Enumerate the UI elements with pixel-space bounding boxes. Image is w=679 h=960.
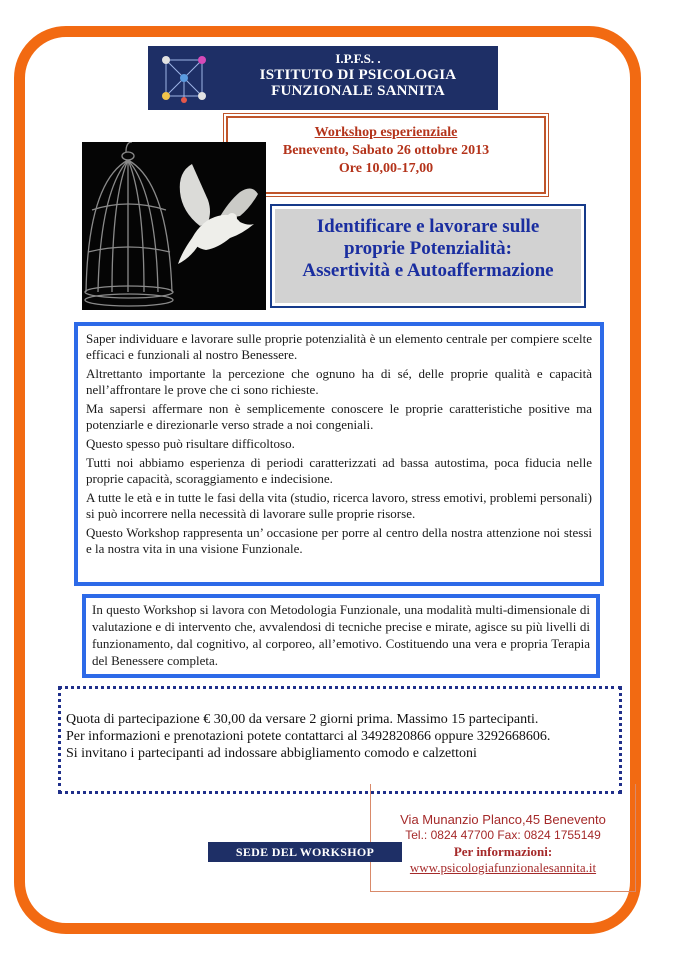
description-paragraph: A tutte le età e in tutte le fasi della vita (studio, ricerca lavoro, stress emotivi, problemi personali) si può incorrere nella necessità di lavorare sulle proprie risorse. (86, 490, 592, 521)
methodology-box (82, 594, 600, 678)
workshop-venue-label: SEDE DEL WORKSHOP (208, 842, 402, 862)
title-line3: Assertività e Autoaffermazione (302, 260, 554, 281)
address-street: Via Munanzio Planco,45 Benevento (400, 812, 606, 827)
birdcage-dove-icon (82, 142, 266, 310)
description-box (74, 322, 604, 586)
institute-name (222, 51, 494, 99)
description-paragraph: Ma sapersi affermare non è semplicemente conoscere le proprie caratteristiche positive ma potenziarle e direzionarle verso strade a noi congeniali. (86, 401, 592, 432)
website-link[interactable]: www.psicologiafunzionalesannita.it (409, 860, 597, 875)
institute-acronym: I.P.F.S. . (335, 51, 381, 66)
description-paragraph: Tutti noi abbiamo esperienza di periodi caratterizzati ad bassa autostima, poca fiducia nelle proprie capacità, scoraggiamento e indecisione. (86, 455, 592, 486)
address-box (370, 784, 636, 892)
participation-info-box (58, 686, 622, 794)
event-type: Workshop esperienziale (314, 125, 458, 140)
institute-name-line2: FUNZIONALE SANNITA (271, 83, 445, 99)
title-line1: Identificare e lavorare sulle (316, 216, 540, 237)
fee-text: Quota di partecipazione € 30,00 da versare 2 giorni prima. Massimo 15 partecipanti. (66, 712, 539, 727)
institute-header (148, 46, 498, 110)
methodology-text: In questo Workshop si lavora con Metodologia Funzionale, una modalità multi-dimensionale di valutazione e di intervento che, avvalendosi di tecniche precise e mirate, agisce su più livelli di funzionamento, dal cognitivo, al corporeo, all’emotivo. Costituendo una vera e propria Terapia del Benessere completa. (92, 602, 590, 668)
description-paragraph: Saper individuare e lavorare sulle proprie potenzialità è un elemento centrale per compiere scelte efficaci e funzionali al nostro Benessere. (86, 331, 592, 362)
institute-logo-icon (156, 50, 212, 106)
clothing-note: Si invitano i partecipanti ad indossare abbigliamento comodo e calzettoni (66, 746, 477, 761)
event-info-box (226, 116, 546, 194)
description-paragraph: Altrettanto importante la percezione che ognuno ha di sé, delle proprie qualità e capacità nell’affrontare le prove che ci sono richieste. (86, 366, 592, 397)
address-phone: Tel.: 0824 47700 Fax: 0824 1755149 (405, 828, 601, 842)
description-paragraph: Questo Workshop rappresenta un’ occasione per porre al centro della nostra attenzione noi stessi e la nostra vita in una visione Funzionale. (86, 525, 592, 556)
institute-name-line1: ISTITUTO DI PSICOLOGIA (259, 67, 457, 83)
workshop-title (275, 209, 581, 303)
description-paragraph: Questo spesso può risultare difficoltoso. (86, 436, 295, 451)
event-time: Ore 10,00-17,00 (338, 161, 434, 176)
workshop-title-box (270, 204, 586, 308)
info-label: Per informazioni: (453, 844, 553, 859)
event-date: Benevento, Sabato 26 ottobre 2013 (282, 143, 490, 158)
birdcage-dove-image (82, 142, 266, 310)
title-line2: proprie Potenzialità: (344, 238, 512, 259)
contact-text: Per informazioni e prenotazioni potete contattarci al 3492820866 oppure 3292668606. (66, 729, 551, 744)
